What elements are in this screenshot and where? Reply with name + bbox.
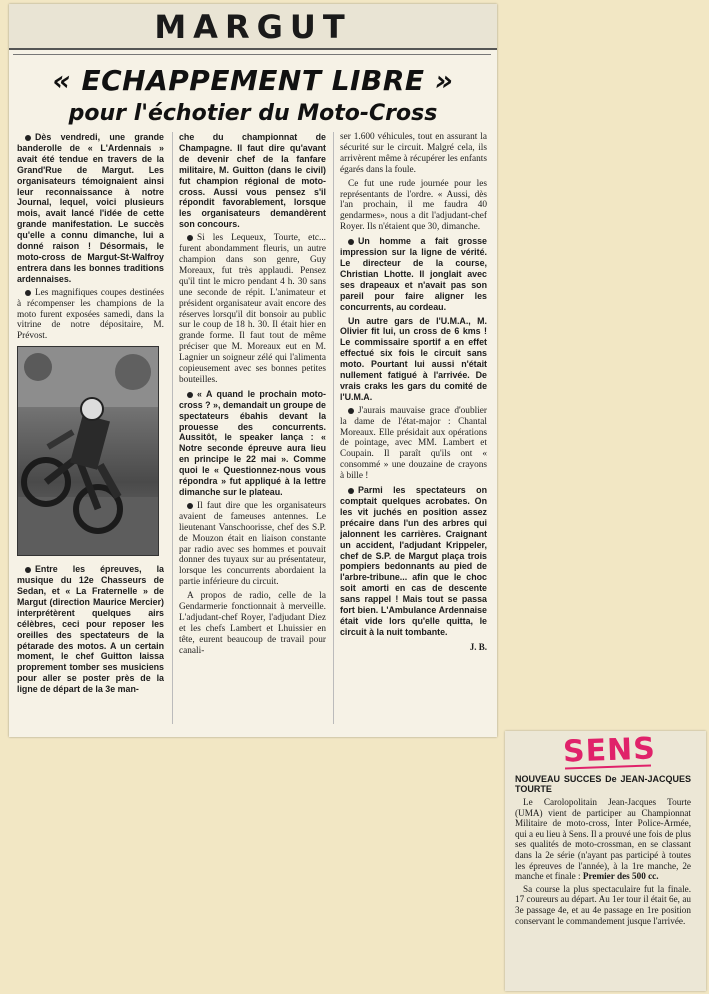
article-column-2 bbox=[179, 132, 326, 660]
paragraph: Les magnifiques coupes destinées à récompenser les champions de la moto furent exposées samedi, dans la vitrine de notre dépositaire, M. Prévost. bbox=[17, 287, 164, 342]
bullet-icon bbox=[25, 290, 31, 296]
article-clipping bbox=[9, 4, 497, 737]
paragraph: Dès vendredi, une grande banderolle de « L'Ardennais » avait été tendue en travers de la Grand'Rue de Margut. Les organisateurs témoignaient ainsi leur reconnaissance à notre Journal, lequel, voici plusieurs mois, avait lancé l'idée de cette grande manifestation. Le succès qu'elle a connu dimanche, lui a donné raison ! Désormais, le moto-cross de Margut-St-Walfroy entrera dans les bonnes traditions ardennaises. bbox=[17, 132, 164, 284]
paragraph: che du championnat de Champagne. Il faut dire qu'avant de devenir chef de la fanfare militaire, M. Guitton (dans le civil) fut champion régional de moto-cross. Aussi vous pensez s'il répondit favorablement, lorsque les organisateurs demandèrent son concours. bbox=[179, 132, 326, 230]
subheadline: pour l'échotier du Moto-Cross bbox=[68, 101, 438, 126]
bullet-icon bbox=[348, 408, 354, 414]
divider bbox=[13, 54, 491, 55]
motocross-rider-image bbox=[18, 347, 158, 555]
sens-article bbox=[515, 775, 691, 928]
paragraph: Le Carolopolitain Jean-Jacques Tourte (UMA) vient de participer au Championnat Militaire de moto-cross, Inter Police-Armée, qui a eu lieu à Sens. Il a prouvé une fois de plus ses qualités de moto-crossman, en se classant dans la 2e série (n'ayant pas participé à toutes les épreuves de l'année), à la 1re manche, 2e manche et finale : Premier des 500 cc. bbox=[515, 797, 691, 882]
paragraph: Sa course la plus spectaculaire fut la finale. 17 coureurs au départ. Au 1er tour il était 6e, au 3e passage 4e, et au 4e passage en 1re position conservant le commandement jusque l'arrivée. bbox=[515, 883, 691, 926]
paragraph: Il faut dire que les organisateurs avaient de fameuses antennes. Le lieutenant Vanschoorisse, chef des S.P. de Mouzon était en liaison constante par radio avec ses hommes et pouvait donner des tuyaux sur au présentateur, lorsque les concurrents abordaient la partie inférieure du circuit. bbox=[179, 500, 326, 588]
bullet-icon bbox=[25, 135, 31, 141]
paragraph: Parmi les spectateurs on comptait quelques acrobates. On les vit juchés en position assez précaire dans l'un des arbres qui jalonnent les carrières. Craignant un accident, l'adjudant Krippeler, chef de S.P. de Margut plaça trois pompiers bedonnants au pied de l'arbre-tribune... afin que le choc soit amorti en cas de descente sans rappel ! Mais tout se passa fort bien. L'Ambulance Ardennaise était vide lors qu'elle quitta, le circuit à la nuit tombante. bbox=[340, 485, 487, 637]
column-rule bbox=[333, 132, 334, 724]
paragraph: Un autre gars de l'U.M.A., M. Olivier fit lui, un cross de 6 kms ! Le commissaire sportif a en effet effectué six fois le circuit sans moto. Pourtant lui aussi n'était nullement fatigué à l'arrivée. De vrais craks les gars du comité de l'U.M.A. bbox=[340, 315, 487, 402]
paragraph: « A quand le prochain moto-cross ? », demandait un groupe de spectateurs ébahis devant la prouesse des concurrents. Aussitôt, le speaker lança : « Notre seconde épreuve aura lieu en principe le 22 mai ». Comme quoi le « Questionnez-nous vous répondra » fut appliqué à la lettre dimanche sur le plateau. bbox=[179, 388, 326, 497]
masthead bbox=[9, 4, 497, 50]
bullet-icon bbox=[187, 235, 193, 241]
paragraph: J'aurais mauvaise grace d'oublier la dame de l'état-major : Chantal Moreaux. Elle présidait aux opérations de pointage, avec MM. Lambert et Coupain. Il paraît qu'ils ont « consommé » une douzaine de crayons à bille ! bbox=[340, 405, 487, 482]
article-column-3 bbox=[340, 132, 487, 653]
headline: « ECHAPPEMENT LIBRE » bbox=[52, 64, 454, 97]
masthead-title: MARGUT bbox=[154, 8, 352, 46]
motocross-photo bbox=[17, 346, 159, 556]
bullet-icon bbox=[187, 503, 193, 509]
sens-article-title: NOUVEAU SUCCES De JEAN-JACQUES TOURTE bbox=[515, 774, 691, 794]
paragraph: Ce fut une rude journée pour les représentants de l'ordre. « Aussi, dès l'an prochain, il me faudra 40 gendarmes», nous a dit l'adjudant-chef Royer. Ils n'étaient que 30, dimanche. bbox=[340, 178, 487, 233]
paragraph: Un homme a fait grosse impression sur la ligne de vérité. Le directeur de la course, Christian Lhotte. Il jonglait avec ses drapeaux et n'avait pas son pareil pour faire aligner les concurrents, au cordeau. bbox=[340, 236, 487, 312]
article-column-1 bbox=[17, 132, 164, 698]
bullet-icon bbox=[348, 488, 354, 494]
sens-clipping bbox=[505, 731, 706, 991]
paragraph: Si les Lequeux, Tourte, etc... furent abondamment fleuris, un autre champion dans son genre, Guy Moreaux, fut très applaudi. Pensez qu'il tint le micro pendant 4 h. 30 sans une seconde de répit. L'animateur et président organisateur avait encore des réserves lorsqu'il dit bonsoir au public sur le coup de 18 h. 30. Il était hier en grande forme. Il faut tout de même préciser que M. Moreaux eut en M. Lagnier un soigneur zélé qui l'alimenta copieusement avec ses bonnes petites bouteilles. bbox=[179, 233, 326, 385]
handwritten-label: SENS bbox=[562, 731, 657, 770]
paragraph: Entre les épreuves, la musique du 12e Chasseurs de Sedan, et « La Fraternelle » de Margut (direction Maurice Mercier) interprétèrent quelques airs célèbres, ceci pour reposer les oreilles des spectateurs de la pétarade des motos. A un certain moment, le chef Guitton laissa proprement tomber ses musiciens pour aller se poster près de la ligne de départ de la 3e man- bbox=[17, 564, 164, 695]
author-signature: J. B. bbox=[469, 641, 487, 652]
paragraph: ser 1.600 véhicules, tout en assurant la sécurité sur le circuit. Malgré cela, ils arrivèrent même à récupérer les enfants égarés dans la foule. bbox=[340, 132, 487, 175]
column-rule bbox=[172, 132, 173, 724]
bullet-icon bbox=[187, 392, 193, 398]
bullet-icon bbox=[25, 567, 31, 573]
bullet-icon bbox=[348, 239, 354, 245]
paragraph: A propos de radio, celle de la Gendarmerie fonctionnait à merveille. L'adjudant-chef Royer, l'adjudant Diez et les chefs Lambert et Lhuissier en tête, eurent beaucoup de travail pour canali- bbox=[179, 591, 326, 656]
